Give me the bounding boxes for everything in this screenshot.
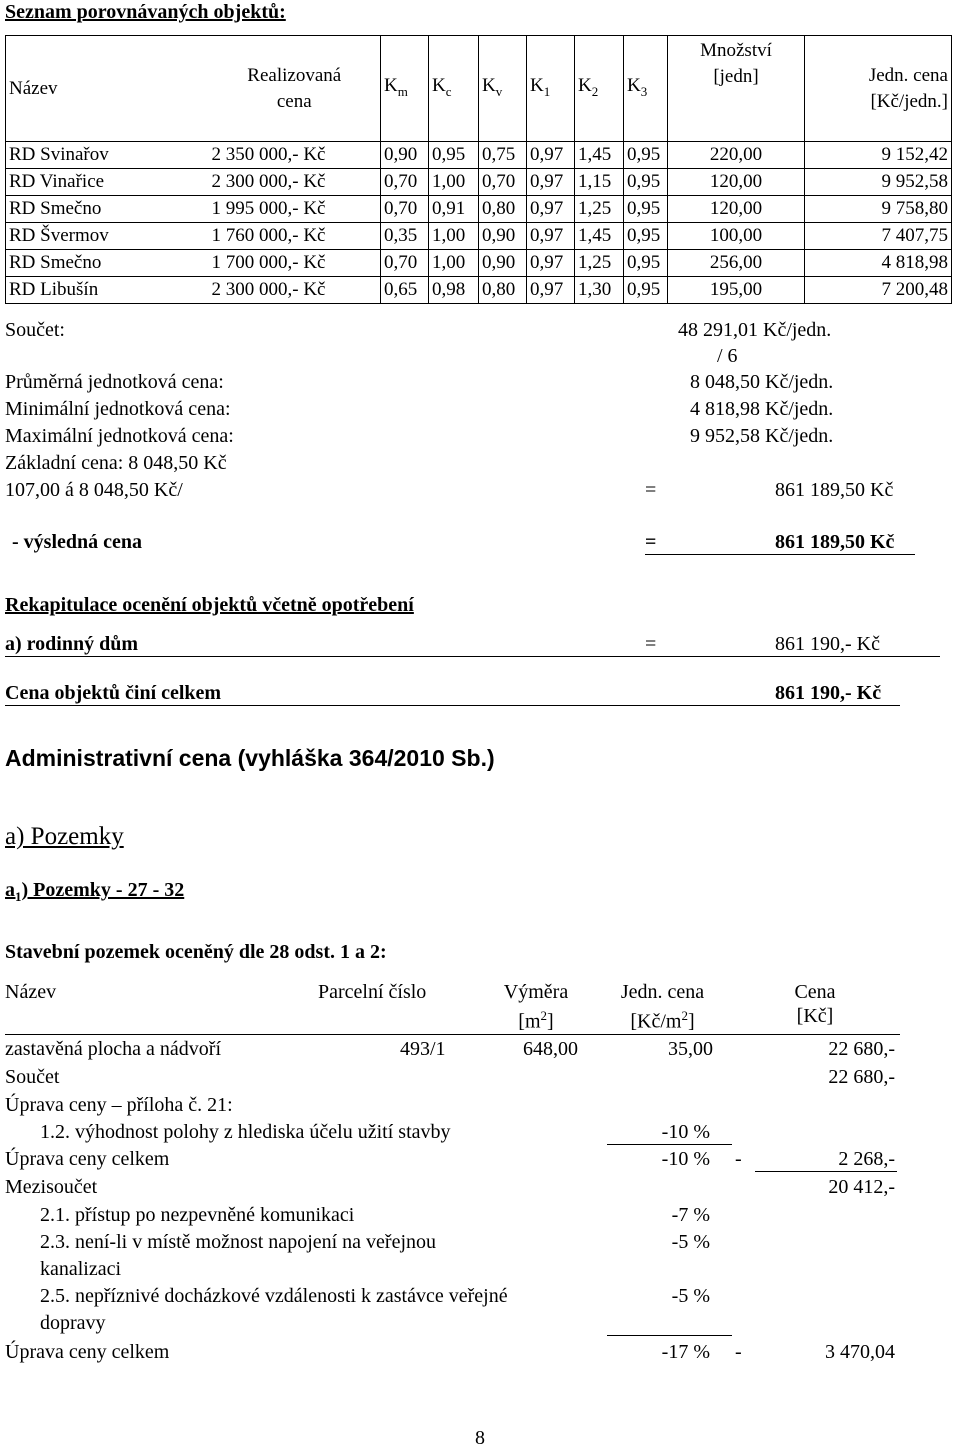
page-number: 8: [475, 1427, 485, 1449]
result-label: - výsledná cena: [12, 531, 142, 553]
row-kv: 0,80: [479, 196, 527, 223]
row-k3: 0,95: [624, 196, 668, 223]
row-price: 1 760 000,- Kč: [209, 223, 381, 250]
land-header-divider: [5, 1034, 900, 1035]
row-k1: 0,97: [527, 223, 575, 250]
row-qty: 256,00: [668, 250, 805, 277]
row-name: RD Švermov: [6, 223, 209, 250]
admin-title: Administrativní cena (vyhláška 364/2010 Sb.): [5, 745, 495, 771]
recap-title: Rekapitulace ocenění objektů včetně opotřebení: [5, 594, 414, 616]
row-k2: 1,25: [575, 250, 624, 277]
row-km: 0,90: [381, 142, 429, 169]
row-price: 1 700 000,- Kč: [209, 250, 381, 277]
adjust-item-pct: -7 %: [671, 1204, 710, 1226]
row-k3: 0,95: [624, 142, 668, 169]
row-km: 0,70: [381, 196, 429, 223]
row-k3: 0,95: [624, 277, 668, 304]
header-kc: $K_c$: [429, 36, 479, 142]
row-name: RD Svinařov: [6, 142, 209, 169]
recap-divider: [5, 656, 940, 657]
recap-total-label: Cena objektů činí celkem: [5, 682, 222, 704]
land-row-unit: 35,00: [668, 1038, 713, 1060]
row-kv: 0,90: [479, 250, 527, 277]
land-header-parcel: Parcelní číslo: [318, 981, 427, 1003]
avg-label: Průměrná jednotková cena:: [5, 371, 224, 393]
calc-equals: =: [645, 479, 657, 501]
max-label: Maximální jednotková cena:: [5, 425, 234, 447]
table-row: [6, 277, 952, 304]
land-header-name: Název: [5, 981, 57, 1003]
land-row-price: 22 680,-: [828, 1038, 895, 1060]
row-kv: 0,75: [479, 142, 527, 169]
row-kc: 1,00: [429, 169, 479, 196]
adjust-item-cont: dopravy: [40, 1312, 106, 1334]
row-name: RD Smečno: [6, 250, 209, 277]
land-title: a) Pozemky: [5, 823, 124, 850]
row-kc: 1,00: [429, 250, 479, 277]
row-k3: 0,95: [624, 223, 668, 250]
row-k1: 0,97: [527, 277, 575, 304]
row-kv: 0,80: [479, 277, 527, 304]
row-name: RD Smečno: [6, 196, 209, 223]
row-qty: 120,00: [668, 169, 805, 196]
row-kc: 0,91: [429, 196, 479, 223]
header-kv: $K_v$: [479, 36, 527, 142]
plot-title: Stavební pozemek oceněný dle 28 odst. 1 a 2:: [5, 941, 387, 963]
row-k2: 1,30: [575, 277, 624, 304]
row-price: 2 300 000,- Kč: [209, 169, 381, 196]
row-kc: 1,00: [429, 223, 479, 250]
row-k2: 1,25: [575, 196, 624, 223]
land-sum-label: Součet: [5, 1066, 60, 1088]
result-equals: =: [645, 531, 657, 553]
adjust-total-pct: -17 %: [661, 1341, 710, 1363]
min-label: Minimální jednotková cena:: [5, 398, 231, 420]
sum-label: Součet:: [5, 319, 65, 341]
adjust-total-dash: -: [735, 1148, 742, 1170]
divisor: / 6: [717, 345, 738, 367]
adjust-total-value: 3 470,04: [825, 1341, 895, 1363]
adjust-item-pct: -10 %: [661, 1121, 710, 1143]
row-price: 2 350 000,- Kč: [209, 142, 381, 169]
header-name: Název: [6, 36, 209, 142]
row-km: 0,65: [381, 277, 429, 304]
row-price: 1 995 000,- Kč: [209, 196, 381, 223]
row-price: 2 300 000,- Kč: [209, 277, 381, 304]
row-kv: 0,90: [479, 223, 527, 250]
row-unit: 4 818,98: [805, 250, 952, 277]
row-km: 0,35: [381, 223, 429, 250]
header-k1: $K_1$: [527, 36, 575, 142]
table-row: [6, 250, 952, 277]
comparison-table: [5, 35, 952, 304]
row-unit: 7 407,75: [805, 223, 952, 250]
avg-value: 8 048,50 Kč/jedn.: [690, 371, 834, 393]
table-row: [6, 169, 952, 196]
calc-value: 861 189,50 Kč: [775, 479, 894, 501]
table-row: [6, 142, 952, 169]
result-underline: [645, 554, 915, 555]
row-k2: 1,45: [575, 223, 624, 250]
row-unit: 9 952,58: [805, 169, 952, 196]
row-kv: 0,70: [479, 169, 527, 196]
land-header-unit: Jedn. cena $[Kč/m^2]$: [620, 981, 705, 1033]
header-k2: $K_2$: [575, 36, 624, 142]
recap-item-equals: =: [645, 633, 657, 655]
table-row: [6, 223, 952, 250]
row-kc: 0,98: [429, 277, 479, 304]
calc-label: 107,00 á 8 048,50 Kč/: [5, 479, 183, 501]
row-unit: 9 152,42: [805, 142, 952, 169]
row-unit: 7 200,48: [805, 277, 952, 304]
row-k2: 1,15: [575, 169, 624, 196]
row-kc: 0,95: [429, 142, 479, 169]
row-qty: 220,00: [668, 142, 805, 169]
adjust-item-pct: -5 %: [671, 1285, 710, 1307]
adjust-total-underline: [755, 1171, 897, 1172]
land-row-parcel: 493/1: [400, 1038, 446, 1060]
recap-total-value: 861 190,- Kč: [775, 682, 882, 704]
adjust-item: 2.3. není-li v místě možnost napojení na veřejnou: [40, 1231, 437, 1253]
adjust-total-value: 2 268,-: [838, 1148, 895, 1170]
adjust-total-label: Úprava ceny celkem: [5, 1341, 170, 1363]
max-value: 9 952,58 Kč/jedn.: [690, 425, 834, 447]
row-k2: 1,45: [575, 142, 624, 169]
adjust-total-pct: -10 %: [661, 1148, 710, 1170]
row-name: RD Vinařice: [6, 169, 209, 196]
land-sum-value: 22 680,-: [828, 1066, 895, 1088]
row-k1: 0,97: [527, 196, 575, 223]
row-qty: 100,00: [668, 223, 805, 250]
adjust-item: 1.2. výhodnost polohy z hlediska účelu užití stavby: [40, 1121, 451, 1143]
adjust-item: 2.1. přístup po nezpevněné komunikaci: [40, 1204, 355, 1226]
table-row: [6, 196, 952, 223]
header-k3: $K_3$: [624, 36, 668, 142]
row-km: 0,70: [381, 250, 429, 277]
base-price: Základní cena: 8 048,50 Kč: [5, 452, 227, 474]
table-header-row: [6, 36, 952, 142]
row-km: 0,70: [381, 169, 429, 196]
land-header-price: Cena [Kč]: [794, 981, 836, 1027]
adjust-total-dash: -: [735, 1341, 742, 1363]
recap-item-label: a) rodinný dům: [5, 633, 139, 655]
row-k3: 0,95: [624, 169, 668, 196]
land-row-name: zastavěná plocha a nádvoří: [5, 1038, 222, 1060]
land-header-area: Výměra $[m^2]$: [503, 981, 569, 1033]
header-price: Realizovaná cena: [209, 36, 381, 142]
adjust-item: 2.5. nepříznivé docházkové vzdálenosti k zastávce veřejné: [40, 1285, 508, 1307]
row-k1: 0,97: [527, 169, 575, 196]
recap-item-value: 861 190,- Kč: [775, 633, 880, 655]
adjust-underline: [607, 1335, 732, 1336]
header-unit: Jedn. cena [Kč/jedn.]: [805, 36, 952, 142]
row-k1: 0,97: [527, 142, 575, 169]
subtotal-value: 20 412,-: [828, 1176, 895, 1198]
row-k1: 0,97: [527, 250, 575, 277]
adjust-total-label: Úprava ceny celkem: [5, 1148, 170, 1170]
result-value: 861 189,50 Kč: [775, 531, 895, 553]
row-unit: 9 758,80: [805, 196, 952, 223]
adjust-item-pct: -5 %: [671, 1231, 710, 1253]
recap-total-underline: [5, 705, 900, 706]
land-subtitle: $a_1$) Pozemky - 27 - 32: [5, 879, 185, 904]
sum-value: 48 291,01 Kč/jedn.: [678, 319, 832, 341]
row-name: RD Libušín: [6, 277, 209, 304]
row-qty: 120,00: [668, 196, 805, 223]
row-qty: 195,00: [668, 277, 805, 304]
adjust-item-cont: kanalizaci: [40, 1258, 122, 1280]
subtotal-label: Mezisoučet: [5, 1176, 98, 1198]
adjust-title: Úprava ceny – příloha č. 21:: [5, 1094, 233, 1116]
header-km: $K_m$: [381, 36, 429, 142]
land-row-area: 648,00: [523, 1038, 578, 1060]
section-title: Seznam porovnávaných objektů:: [5, 1, 286, 23]
adjust-underline: [607, 1144, 732, 1145]
header-qty: Množství [jedn]: [668, 36, 805, 142]
row-k3: 0,95: [624, 250, 668, 277]
min-value: 4 818,98 Kč/jedn.: [690, 398, 834, 420]
